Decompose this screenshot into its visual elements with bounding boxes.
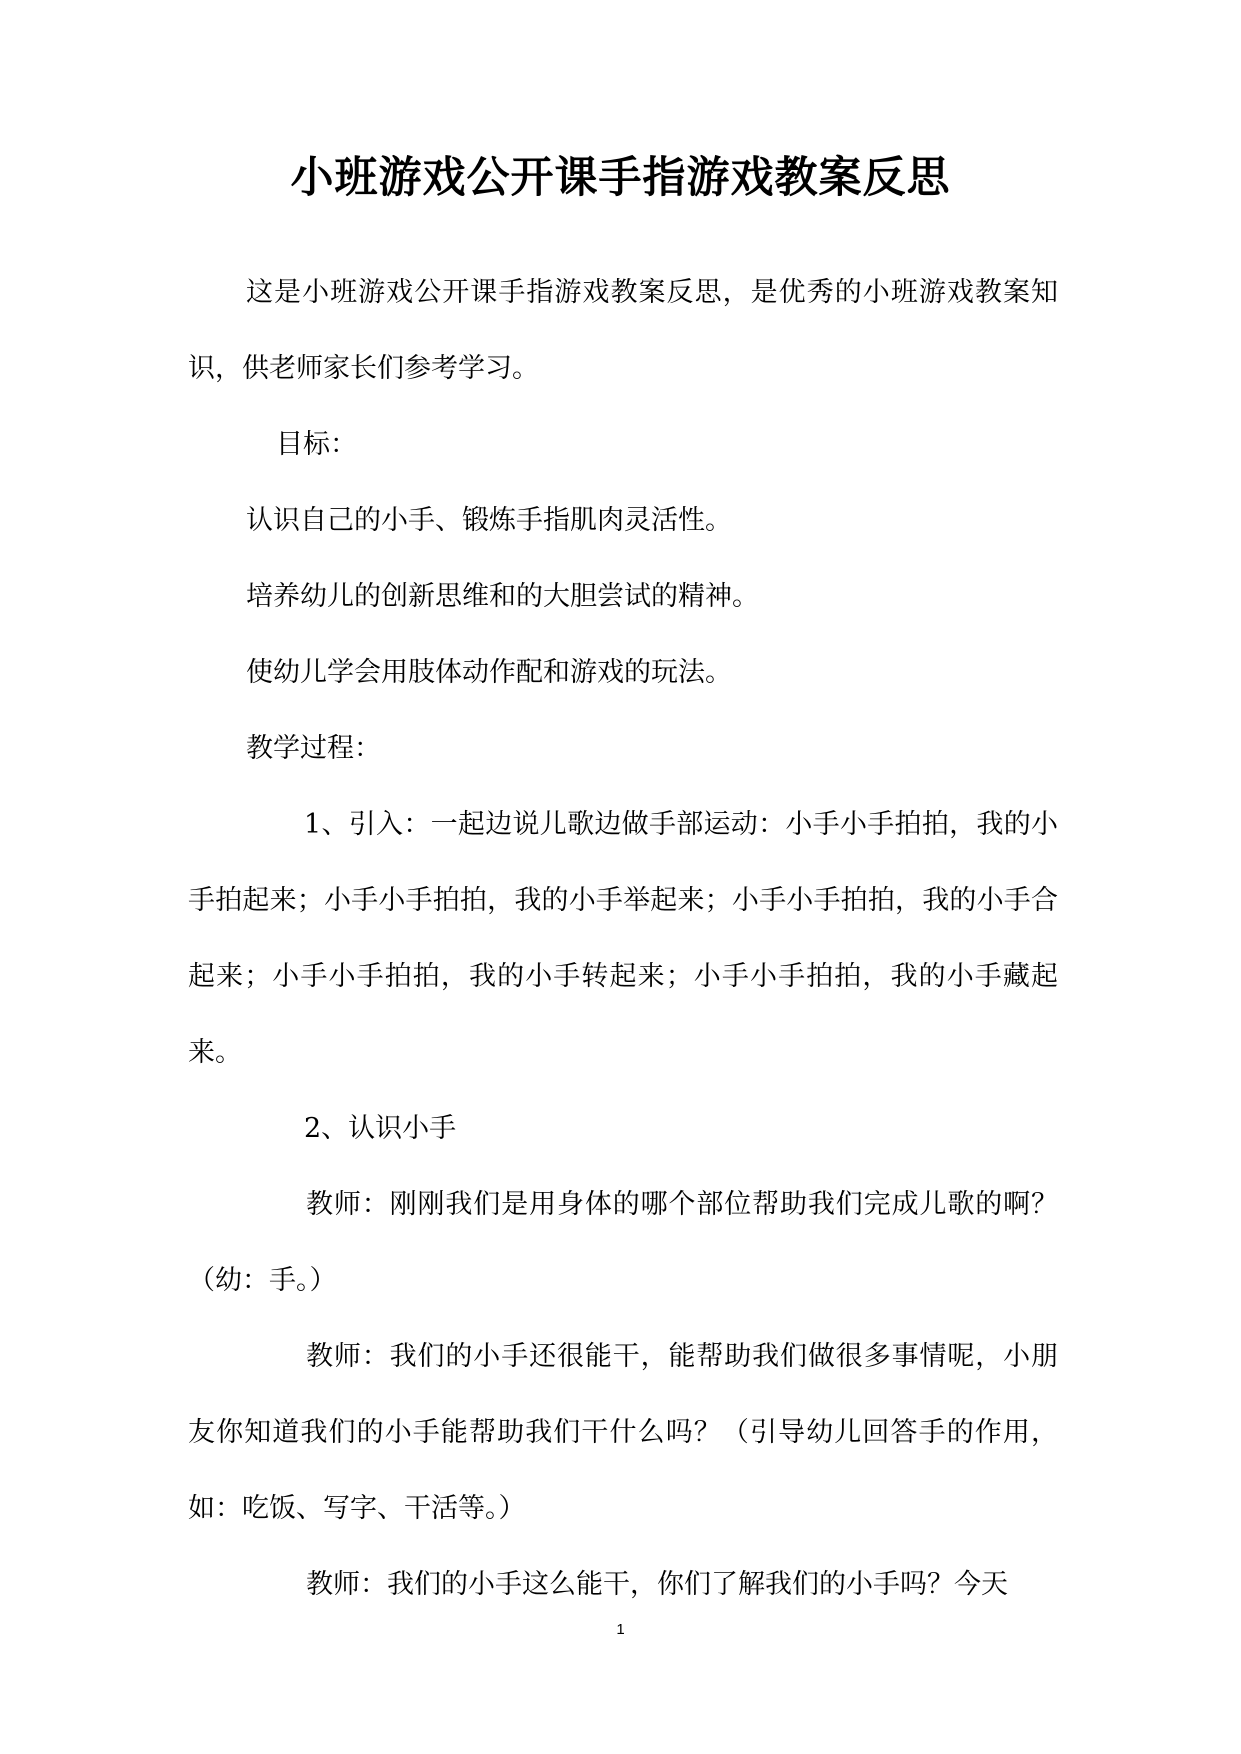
document-body bbox=[188, 255, 1058, 1623]
document-title: 小班游戏公开课手指游戏教案反思 bbox=[290, 153, 951, 203]
goals-heading: 目标： bbox=[276, 429, 357, 460]
dialogue-paragraph: 教师：我们的小手还很能干，能帮助我们做很多事情呢，小朋友你知道我们的小手能帮助我们干什么吗？（引导幼儿回答手的作用，如：吃饭、写字、干活等。） bbox=[188, 1341, 1058, 1524]
goal-item: 认识自己的小手、锻炼手指肌肉灵活性。 bbox=[246, 505, 732, 536]
process-heading: 教学过程： bbox=[246, 733, 381, 764]
goal-item: 使幼儿学会用肢体动作配和游戏的玩法。 bbox=[246, 657, 732, 688]
intro-paragraph: 这是小班游戏公开课手指游戏教案反思，是优秀的小班游戏教案知识，供老师家长们参考学习。 bbox=[188, 277, 1058, 384]
goal-item: 培养幼儿的创新思维和的大胆尝试的精神。 bbox=[246, 581, 759, 612]
page-number: 1 bbox=[616, 1621, 625, 1638]
process-step: 2、认识小手 bbox=[304, 1113, 457, 1144]
dialogue-paragraph: 教师：我们的小手这么能干，你们了解我们的小手吗？今天 bbox=[306, 1569, 1008, 1600]
dialogue-paragraph: 教师：刚刚我们是用身体的哪个部位帮助我们完成儿歌的啊？（幼：手。） bbox=[188, 1189, 1058, 1296]
process-step: 1、引入：一起边说儿歌边做手部运动：小手小手拍拍，我的小手拍起来；小手小手拍拍，我的小手举起来；小手小手拍拍，我的小手合起来；小手小手拍拍，我的小手转起来；小手小手拍拍，我的小手藏起来。 bbox=[188, 809, 1058, 1068]
